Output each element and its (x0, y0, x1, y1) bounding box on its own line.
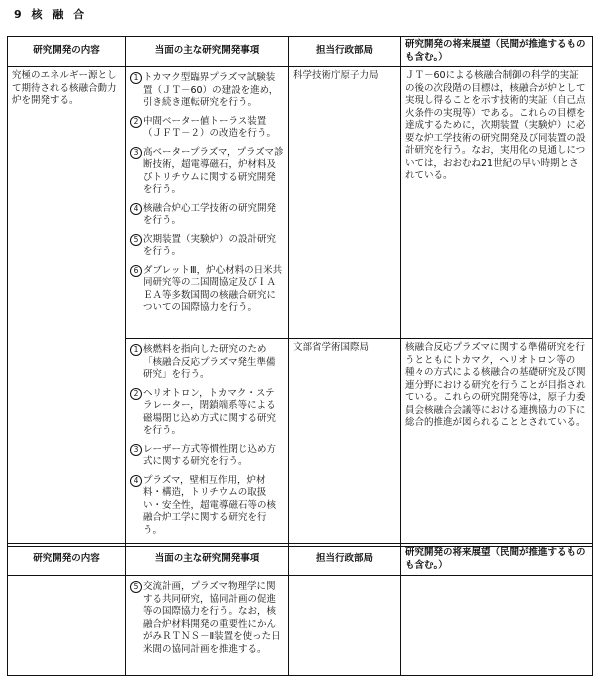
agency-cell-c (289, 576, 401, 676)
agency-cell-b: 文部省学術国際局 (289, 339, 401, 547)
research-content-cell: 究極のエネルギー源として期待される核融合動力炉を開発する。 (8, 67, 126, 547)
list-item: 4 プラズマ，壁相互作用，炉材料・構造，トリチウムの取扱い・安全性，超電導磁石等の核融合炉工学に関する研究を行う。 (130, 475, 284, 538)
header-agency-continued: 担当行政部局 (289, 544, 401, 576)
agency-cell-a: 科学技術庁原子力局 (289, 67, 401, 339)
research-content-cell-continued (8, 576, 126, 676)
header-content: 研究開発の内容 (8, 37, 126, 67)
list-item: 6 ダブレットⅢ，炉心材料の日米共同研究等の二国間協定及びＩＡＥＡ等多数国間の核融合研究についての国際協力を行う。 (130, 265, 284, 315)
header-main-items: 当面の主な研究開発事項 (126, 37, 289, 67)
main-items-cell-b (126, 339, 289, 547)
outlook-cell-c (401, 576, 593, 676)
list-item: 3 レーザー方式等慣性閉じ込め方式に関する研究を行う。 (130, 444, 284, 469)
main-items-cell-a (126, 67, 289, 339)
header-outlook: 研究開発の将来展望（民間が推進するものも含む。） (401, 37, 593, 67)
fusion-table-upper (7, 36, 593, 547)
list-item: 2 ヘリオトロン，トカマク・ステラレーター，閉鎖端系等による磁場閉じ込め方式に関する研究を行う。 (130, 388, 284, 438)
outlook-cell-b: 核融合反応プラズマに関する準備研究を行うとともにトカマク，ヘリオトロン等の種々の方式による核融合の基礎研究及び関連分野における研究を行うことが目指されている。これらの研究開発等は，原子力委員会核融合会議等における連携協力の下に総合的推進が図られることとされている。 (401, 339, 593, 547)
header-agency: 担当行政部局 (289, 37, 401, 67)
list-item: 5 交流計画，プラズマ物理学に関する共同研究，協同計画の促進等の国際協力を行う。なお，核融合炉材料開発の重要性にかんがみＲＴＮＳ－Ⅱ装置を使った日米間の協同計画を推進する。 (130, 581, 284, 656)
list-item: 3 高ベータープラズマ，プラズマ診断技術，超電導磁石，炉材料及びトリチウムに関する研究開発を行う。 (130, 147, 284, 197)
list-item: 4 核融合炉心工学技術の研究開発を行う。 (130, 203, 284, 228)
list-item: 2 中間ベーター値トーラス装置（ＪＦＴ－２）の改造を行う。 (130, 116, 284, 141)
header-content-continued: 研究開発の内容 (8, 544, 126, 576)
header-outlook-continued: 研究開発の将来展望（民間が推進するものも含む。） (401, 544, 593, 576)
fusion-table-lower (7, 543, 593, 676)
section-title: 9 核 融 合 (14, 8, 88, 21)
outlook-cell-a: ＪＴ－60による核融合制御の科学的実証の後の次段階の目標は，核融合が炉として実現し得ることを示す技術的実証（自己点火条件の実現等）である。これらの目標を達成するために，次期装置（実験炉）に必要な炉工学技術の研究開発及び同装置の設計研究を行う。なお，実用化の見通しについては，おおむね21世紀の早い時期とされている。 (401, 67, 593, 339)
list-item: 5 次期装置（実験炉）の設計研究を行う。 (130, 234, 284, 259)
header-main-items-continued: 当面の主な研究開発事項 (126, 544, 289, 576)
list-item: 1 核燃料を指向した研究のため「核融合反応プラズマ発生準備研究」を行う。 (130, 344, 284, 382)
list-item: 1 トカマク型臨界プラズマ試験装置（ＪＴ－60）の建設を進め，引き続き運転研究を行う。 (130, 72, 284, 110)
main-items-cell-c (126, 576, 289, 676)
